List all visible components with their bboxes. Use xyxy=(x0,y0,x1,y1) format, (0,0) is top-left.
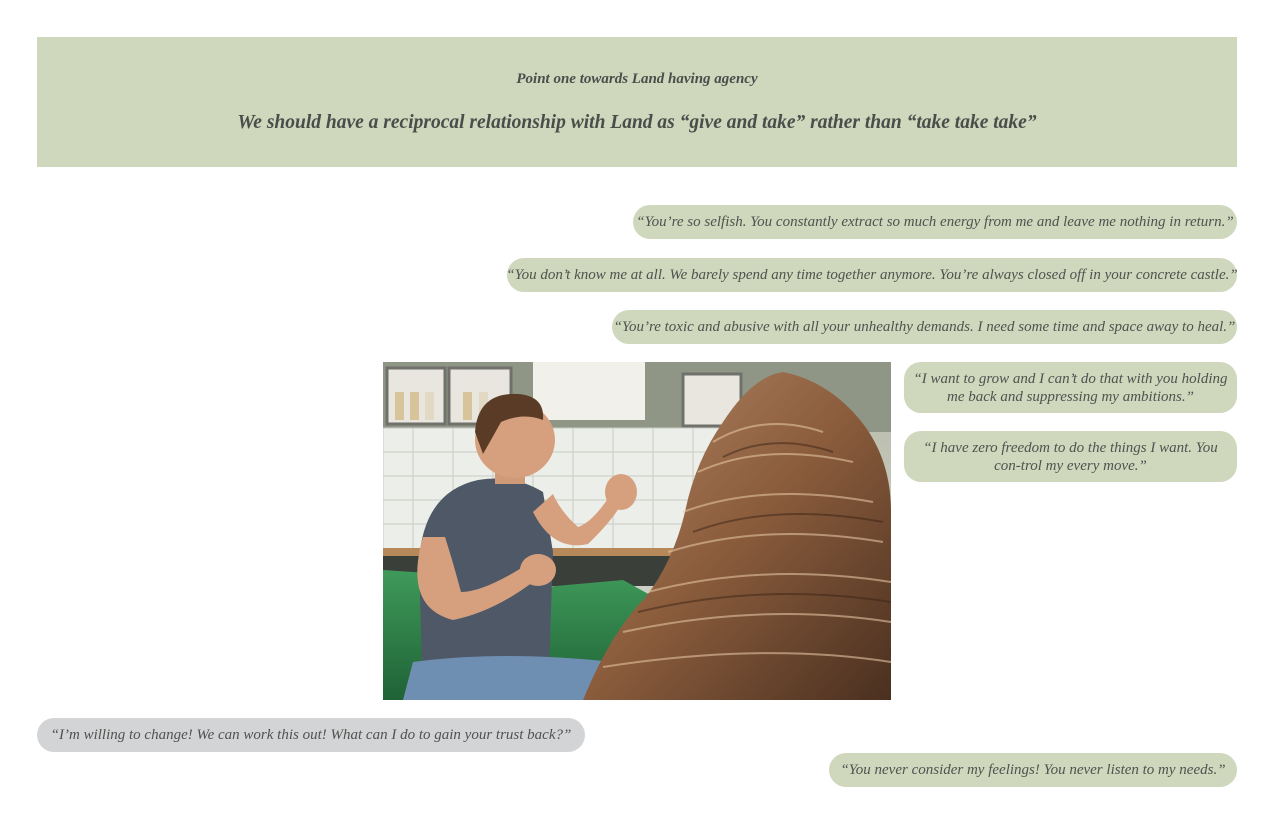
quote-bubble-land-4: “I want to grow and I can’t do that with you holding me back and suppressing my ambitions.” xyxy=(904,362,1237,413)
photo-man-arguing-with-rock xyxy=(383,362,891,700)
quote-bubble-land-5: “I have zero freedom to do the things I want. You con-trol my every move.” xyxy=(904,431,1237,482)
header-title: We should have a reciprocal relationship with Land as “give and take” rather than “take take take” xyxy=(237,112,1037,133)
quote-bubble-land-1: “You’re so selfish. You constantly extract so much energy from me and leave me nothing in return.” xyxy=(633,205,1237,239)
quote-bubble-person: “I’m willing to change! We can work this out! What can I do to gain your trust back?” xyxy=(37,718,585,752)
quote-bubble-land-2: “You don’t know me at all. We barely spend any time together anymore. You’re always closed off in your concrete castle.” xyxy=(507,258,1237,292)
quote-bubble-land-6: “You never consider my feelings! You never listen to my needs.” xyxy=(829,753,1237,787)
quote-bubble-land-3: “You’re toxic and abusive with all your unhealthy demands. I need some time and space away to heal.” xyxy=(612,310,1237,344)
header-banner xyxy=(37,37,1237,167)
header-subtitle: Point one towards Land having agency xyxy=(516,71,758,87)
